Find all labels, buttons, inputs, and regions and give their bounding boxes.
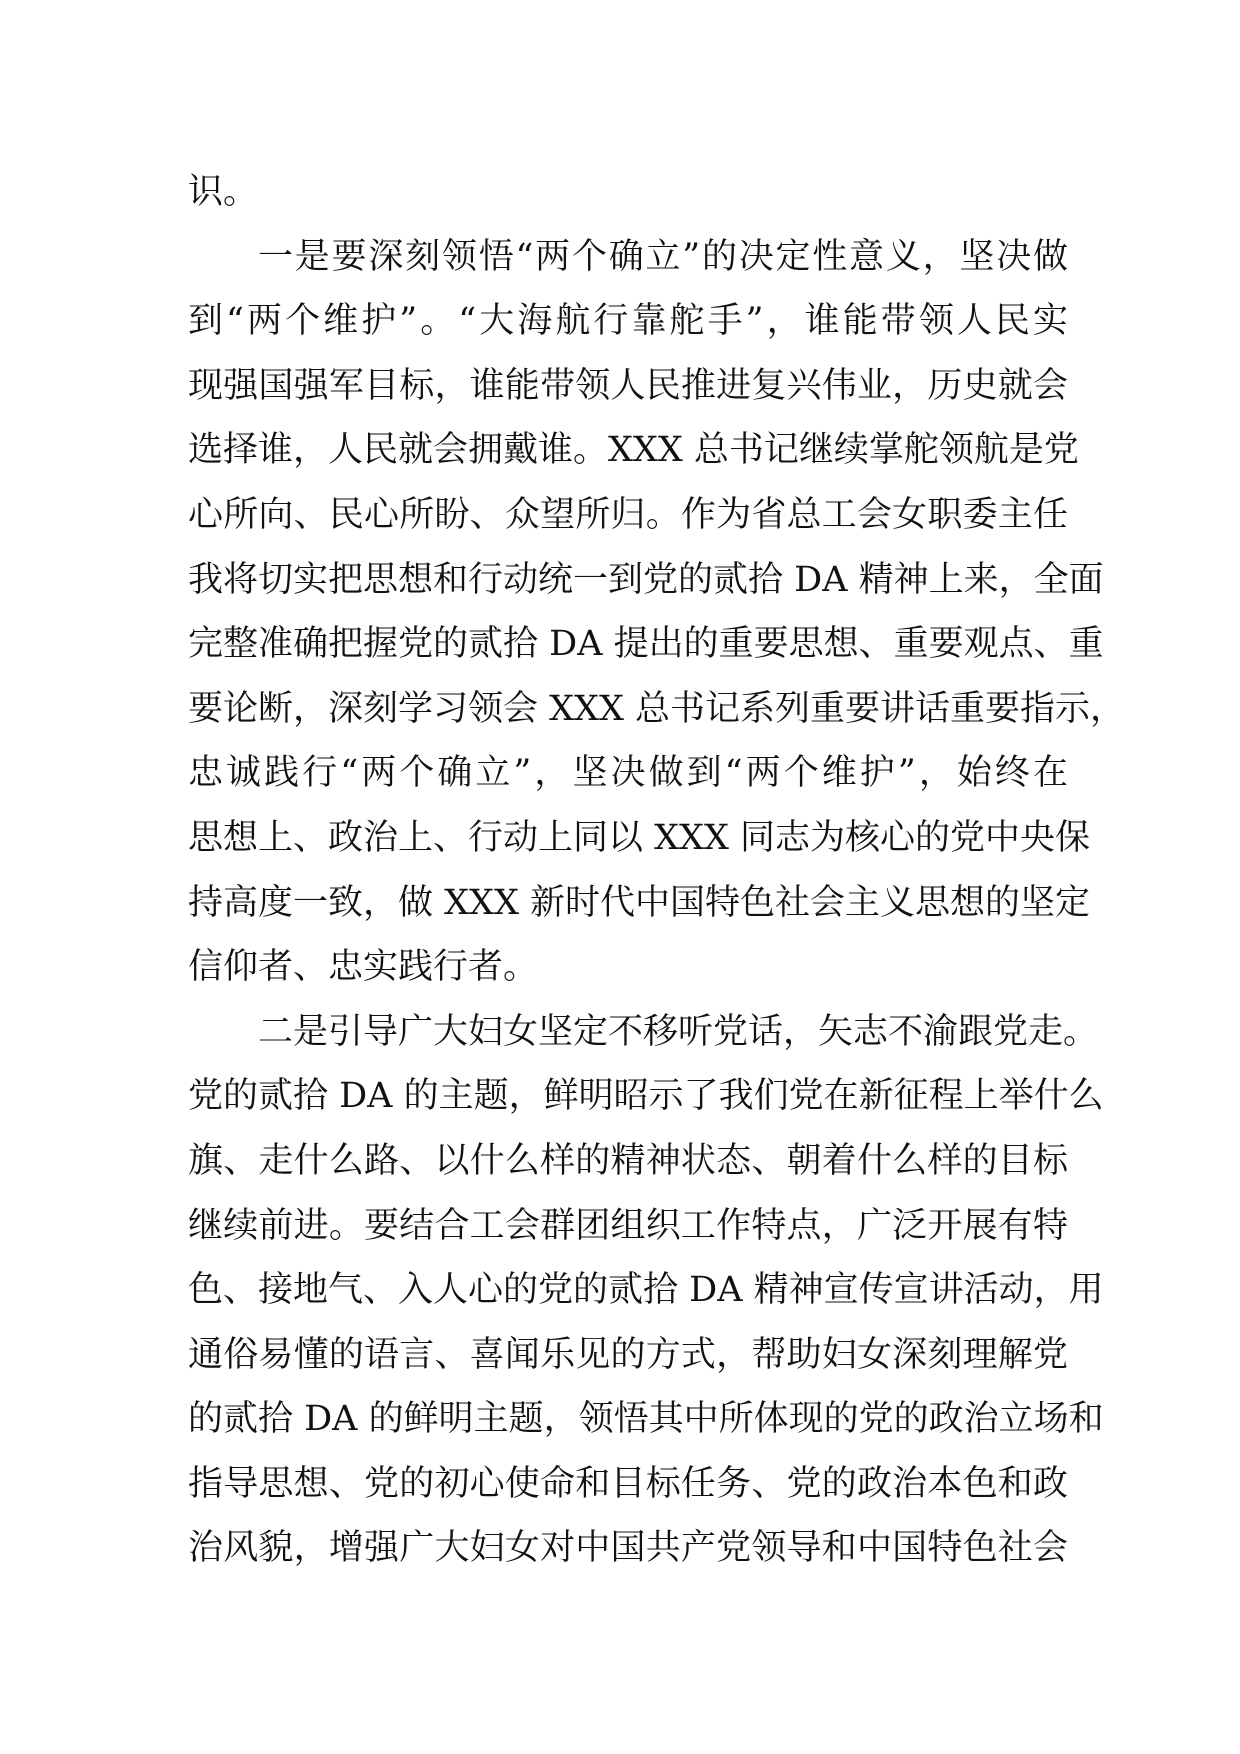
- text-line: 色、接地气、入人心的党的贰拾 DA 精神宣传宣讲活动，用: [188, 1270, 1104, 1311]
- text-line: 党的贰拾 DA 的主题，鲜明昭示了我们党在新征程上举什么: [188, 1076, 1104, 1117]
- paragraph-last-line: 信仰者、忠实践行者。: [188, 947, 539, 988]
- paragraph-first-line: 二是引导广大妇女坚定不移听党话，矢志不渝跟党走。: [258, 1011, 1099, 1052]
- text-line: 思想上、政治上、行动上同以 XXX 同志为核心的党中央保: [188, 817, 1091, 858]
- text-line: 完整准确把握党的贰拾 DA 提出的重要思想、重要观点、重: [188, 624, 1104, 665]
- text-line: 通俗易懂的语言、喜闻乐见的方式，帮助妇女深刻理解党: [188, 1334, 1068, 1375]
- text-line: 选择谁，人民就会拥戴谁。XXX 总书记继续掌舵领航是党: [188, 430, 1079, 471]
- text-line: 旗、走什么路、以什么样的精神状态、朝着什么样的目标: [188, 1140, 1068, 1181]
- text-line: 现强国强军目标，谁能带领人民推进复兴伟业，历史就会: [188, 365, 1068, 406]
- text-line: 继续前进。要结合工会群团组织工作特点，广泛开展有特: [188, 1205, 1068, 1246]
- text-line: 识。: [188, 172, 259, 212]
- document-body: [188, 160, 1126, 1581]
- text-line: 到“两个维护”。“大海航行靠舵手”，谁能带领人民实: [188, 301, 1068, 342]
- text-line: 要论断，深刻学习领会 XXX 总书记系列重要讲话重要指示，: [188, 688, 1126, 729]
- text-line: 治风貌，增强广大妇女对中国共产党领导和中国特色社会: [188, 1528, 1068, 1569]
- text-line: 指导思想、党的初心使命和目标任务、党的政治本色和政: [188, 1463, 1068, 1504]
- paragraph-first-line: 一是要深刻领悟“两个确立”的决定性意义，坚决做: [258, 236, 1068, 277]
- text-line: 的贰拾 DA 的鲜明主题，领悟其中所体现的党的政治立场和: [188, 1399, 1104, 1440]
- text-line: 忠诚践行“两个确立”，坚决做到“两个维护”，始终在: [188, 753, 1068, 794]
- text-line: 持高度一致，做 XXX 新时代中国特色社会主义思想的坚定: [188, 882, 1091, 923]
- text-line: 心所向、民心所盼、众望所归。作为省总工会女职委主任: [188, 494, 1068, 535]
- text-line: 我将切实把思想和行动统一到党的贰拾 DA 精神上来，全面: [188, 559, 1104, 600]
